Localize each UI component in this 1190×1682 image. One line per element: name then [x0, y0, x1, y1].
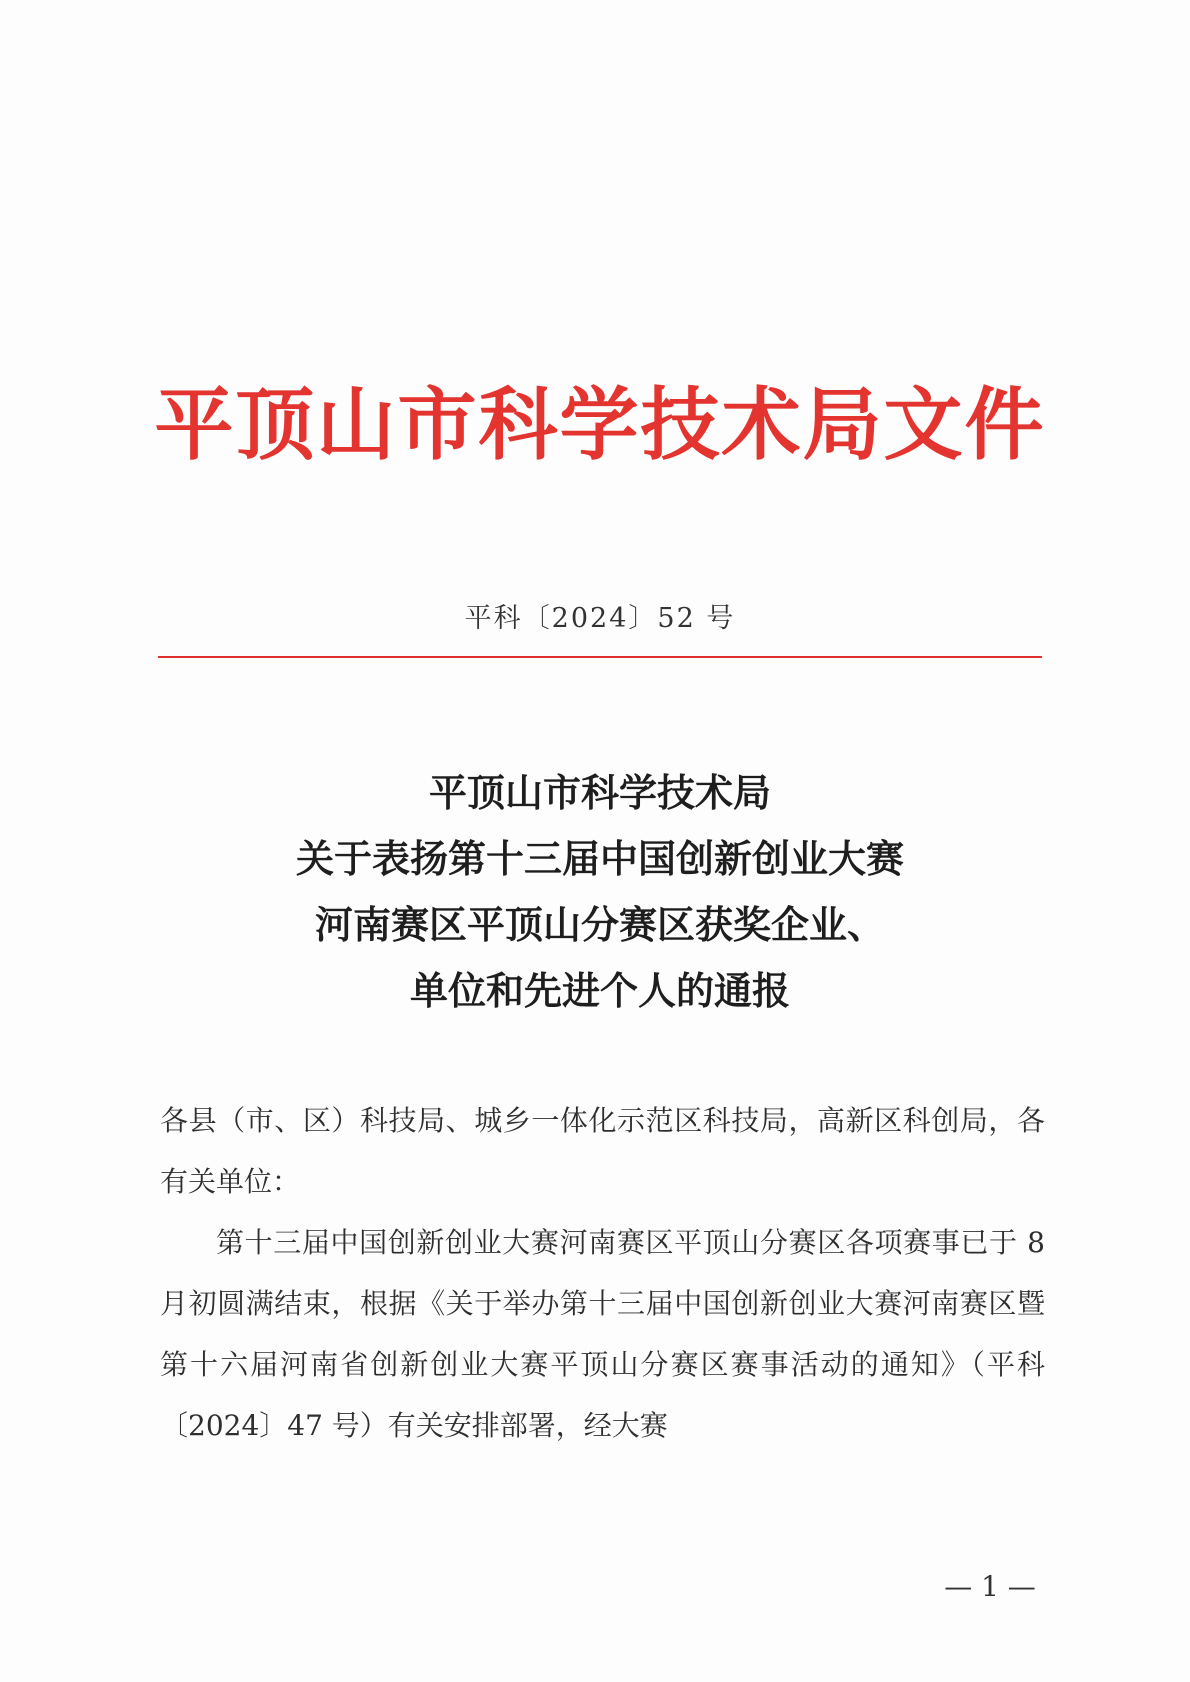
body-paragraph: 第十三届中国创新创业大赛河南赛区平顶山分赛区各项赛事已于 8 月初圆满结束，根据《关于举办第十三届中国创新创业大赛河南赛区暨第十六届河南省创新创业大赛平顶山分赛区赛事活动的通知》（平科〔2024〕47 号）有关安排部署，经大赛: [160, 1226, 1045, 1442]
salutation: 各县（市、区）科技局、城乡一体化示范区科技局，高新区科创局，各有关单位：: [160, 1104, 1045, 1198]
document-masthead: 平顶山市科学技术局文件: [154, 378, 1046, 471]
document-number: 平科〔2024〕52 号: [464, 603, 736, 634]
title-line: 单位和先进个人的通报: [409, 968, 790, 1013]
title-line: 河南赛区平顶山分赛区获奖企业、: [314, 902, 885, 947]
red-separator-line: [158, 656, 1042, 658]
notice-title: [150, 760, 1050, 1024]
page-number: — 1 —: [944, 1570, 1036, 1603]
notice-body: [160, 1090, 1045, 1456]
title-line: 关于表扬第十三届中国创新创业大赛: [295, 836, 904, 881]
title-line: 平顶山市科学技术局: [428, 770, 771, 815]
